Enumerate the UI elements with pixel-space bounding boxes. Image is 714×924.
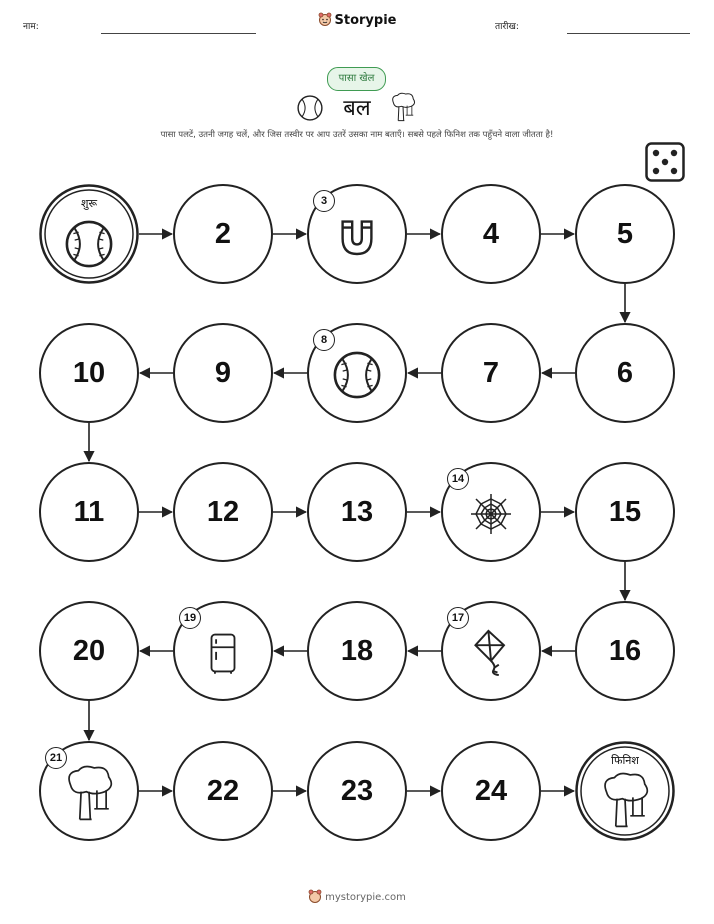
board-space-23 [307,741,407,841]
page-title: बल [343,96,371,121]
space-number-tag: 14 [447,468,469,490]
board-space-19 [173,601,273,701]
board-space-6 [575,323,675,423]
board-space-8 [307,323,407,423]
board-space-13 [307,462,407,562]
board-space-20 [39,601,139,701]
space-number: 20 [72,634,106,667]
space-number: 2 [214,217,232,250]
board-space-2 [173,184,273,284]
tree-swing-icon [389,92,417,122]
board-space-3 [307,184,407,284]
board-space-21 [39,741,139,841]
board-space-11 [39,462,139,562]
kite-icon [465,627,517,683]
storypie-logo-icon [318,12,332,26]
space-number: 6 [616,356,634,389]
space-number-tag: 8 [313,329,335,351]
start-label: शुरू [80,197,98,210]
board-space-12 [173,462,273,562]
space-number: 9 [214,356,232,389]
space-number: 13 [340,495,374,528]
finish-space [575,741,675,841]
footer [0,889,714,903]
board-space-10 [39,323,139,423]
space-number: 24 [474,774,508,807]
board-space-16 [575,601,675,701]
board-space-24 [441,741,541,841]
baseball-icon [331,349,383,405]
space-number-tag: 21 [45,747,67,769]
baseball-icon [63,218,115,274]
space-number: 4 [482,217,500,250]
space-number: 5 [616,217,634,250]
board-space-22 [173,741,273,841]
magnet-icon [333,212,381,264]
name-label: नाम: [23,22,39,32]
brand-name: Storypie [334,13,397,28]
space-number: 18 [340,634,374,667]
space-number: 15 [608,495,642,528]
space-number: 16 [608,634,642,667]
space-number: 7 [482,356,500,389]
space-number-tag: 19 [179,607,201,629]
refrigerator-icon [200,630,246,680]
storypie-logo-icon [308,889,322,903]
name-line [101,33,256,34]
board-space-15 [575,462,675,562]
space-number-tag: 17 [447,607,469,629]
board-space-17 [441,601,541,701]
game-type-badge: पासा खेल [327,67,386,91]
instructions: पासा पलटें, उतनी जगह चलें, और जिस तस्वीर पर आप उतरें उसका नाम बताएँ। सबसे पहले फिनिश तक पहुँचने वाला जीतता है! [160,130,554,140]
space-number-tag: 3 [313,190,335,212]
space-number: 10 [72,356,106,389]
spider-web-icon [466,489,516,543]
space-number: 22 [206,774,240,807]
tree-swing-icon [598,771,652,833]
board-space-4 [441,184,541,284]
footer-url: mystorypie.com [325,892,406,903]
finish-label: फिनिश [611,754,639,767]
tree-swing-icon [62,764,116,826]
board-space-14 [441,462,541,562]
space-number: 12 [206,495,240,528]
brand [0,12,714,28]
space-number: 11 [73,495,105,528]
space-number: 23 [340,774,374,807]
board-space-7 [441,323,541,423]
start-space [39,184,139,284]
date-label: तारीख: [495,22,519,32]
date-line [567,33,690,34]
board-space-18 [307,601,407,701]
board-space-5 [575,184,675,284]
board-space-9 [173,323,273,423]
